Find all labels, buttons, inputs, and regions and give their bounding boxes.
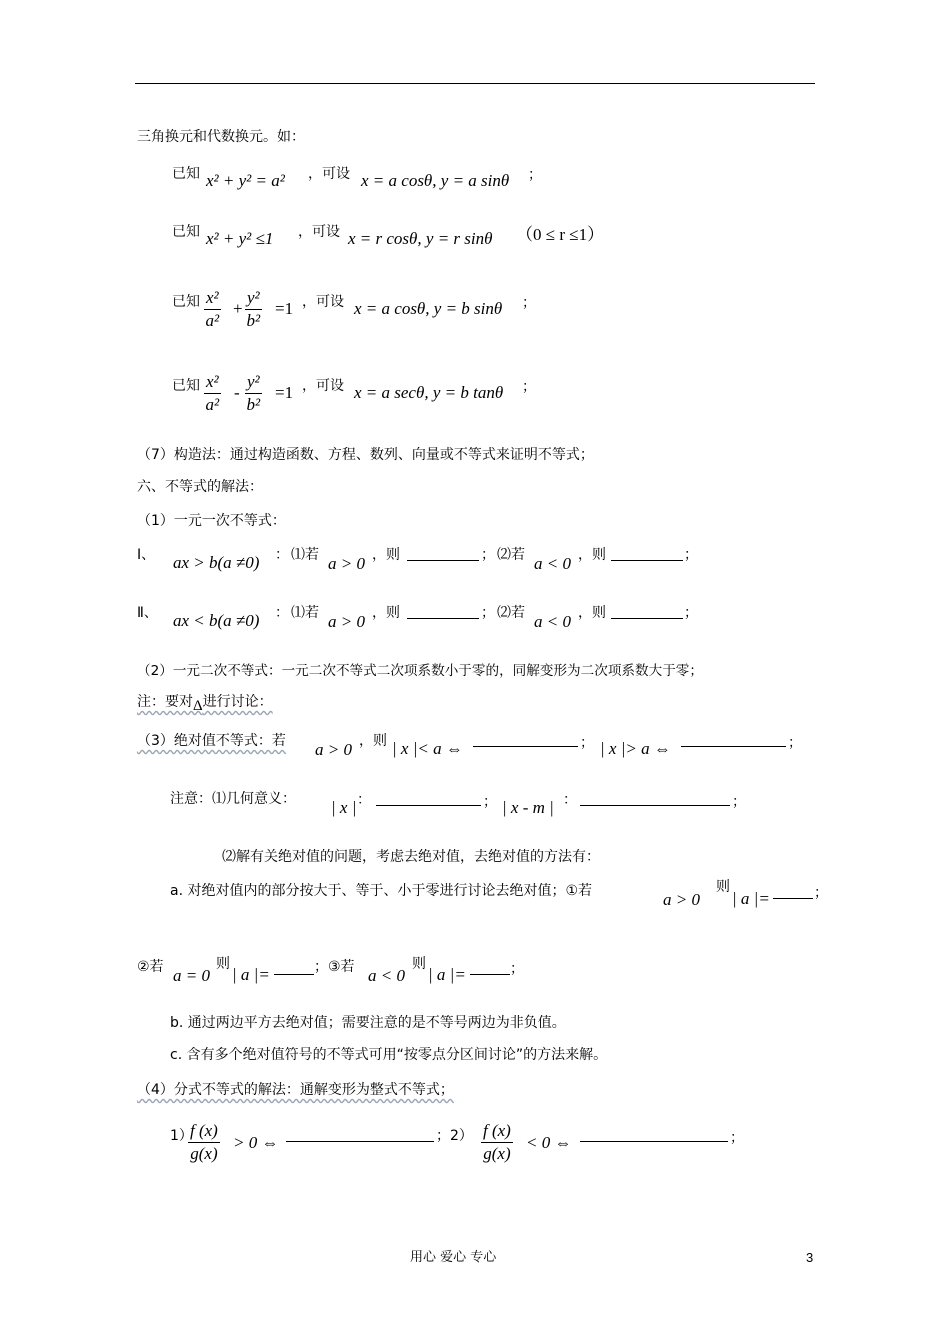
method-b: b. 通过两边平方去绝对值；需要注意的是不等号两边为非负值。 bbox=[170, 1015, 566, 1031]
case-one: ⑴若 bbox=[291, 547, 319, 563]
greater-than-zero: > 0 ⇔ bbox=[233, 1133, 279, 1152]
semicolon: ； bbox=[510, 961, 524, 977]
answer-blank bbox=[580, 1127, 728, 1146]
then-label: ，则 bbox=[372, 605, 400, 621]
fraction-f-over-g: $\frac{f (x)}{g(x)}$ bbox=[483, 1121, 511, 1163]
item-two: ；2） bbox=[436, 1128, 473, 1144]
known-label: 已知 bbox=[172, 294, 200, 310]
abs-a: | a |= bbox=[732, 889, 770, 908]
answer-blank bbox=[286, 1127, 434, 1146]
then-label: ，则 bbox=[372, 547, 400, 563]
abs-greater: | x |> a ⇔ bbox=[600, 739, 671, 758]
may-set-label: ，可设 bbox=[302, 378, 344, 394]
fraction-y2-b2: $\frac{\text{y²}}{\text{b²}}$ bbox=[246, 288, 261, 330]
semicolon: ； bbox=[732, 794, 746, 810]
method-a: a. 对绝对值内的部分按大于、等于、小于零进行讨论去绝对值；①若 bbox=[170, 883, 593, 899]
answer-blank bbox=[611, 604, 683, 623]
minus-sign: - bbox=[234, 383, 240, 402]
semicolon: ； bbox=[580, 735, 594, 751]
answer-blank bbox=[407, 604, 479, 623]
condition-negative: a < 0 bbox=[534, 612, 571, 631]
semicolon: ； bbox=[522, 379, 536, 395]
known-label: 已知 bbox=[172, 378, 200, 394]
answer-blank bbox=[473, 732, 578, 751]
range-condition: （0 ≤ r ≤1） bbox=[516, 225, 605, 244]
intro-text: 三角换元和代数换元。如： bbox=[137, 129, 305, 145]
semicolon: ； bbox=[483, 794, 497, 810]
inequality-1: ax > b(a ≠0) bbox=[173, 553, 260, 572]
footer-motto: 用心 爱心 专心 bbox=[410, 1250, 497, 1265]
then-label: ，则 bbox=[578, 547, 606, 563]
quadratic-inequality: （2）一元二次不等式：一元二次不等式二次项系数小于零的，同解变形为二次项系数大于零； bbox=[137, 663, 703, 679]
known-label: 已知 bbox=[172, 224, 200, 240]
item-one: 1） bbox=[170, 1128, 193, 1144]
then-label: ，则 bbox=[359, 733, 387, 749]
condition-zero: a = 0 bbox=[173, 966, 210, 985]
semicolon: ； bbox=[522, 295, 536, 311]
plus-sign: + bbox=[233, 299, 243, 318]
absolute-inequality: （3）绝对值不等式：若 bbox=[137, 733, 286, 749]
semicolon: ； bbox=[788, 735, 802, 751]
answer-blank bbox=[274, 960, 314, 979]
fractional-inequality: （4）分式不等式的解法：通解变形为整式不等式； bbox=[137, 1082, 454, 1098]
case-two: ⑵若 bbox=[497, 547, 525, 563]
methods-intro: ⑵解有关绝对值的问题，考虑去绝对值，去绝对值的方法有： bbox=[222, 849, 600, 865]
may-set-label: ，可设 bbox=[298, 224, 340, 240]
colon: ： bbox=[563, 792, 577, 808]
substitution-3: x = a cosθ, y = b sinθ bbox=[354, 299, 503, 318]
inequality-2: ax < b(a ≠0) bbox=[173, 611, 260, 630]
answer-blank bbox=[580, 791, 730, 810]
subheading-linear: （1）一元一次不等式： bbox=[137, 513, 286, 529]
then-label: 则 bbox=[412, 956, 426, 972]
semicolon: ； bbox=[528, 167, 542, 183]
condition-negative: a < 0 bbox=[534, 554, 571, 573]
equation-disk: x² + y² ≤1 bbox=[206, 229, 274, 248]
substitution-4: x = a secθ, y = b tanθ bbox=[354, 383, 504, 402]
note-delta: 注：要对Δ进行讨论： bbox=[137, 694, 273, 714]
abs-a: | a |= bbox=[232, 965, 270, 984]
less-than-zero: < 0 ⇔ bbox=[526, 1133, 572, 1152]
case-one: ⑴若 bbox=[291, 605, 319, 621]
page-number: 3 bbox=[806, 1250, 814, 1265]
equation-circle: x² + y² = a² bbox=[206, 171, 285, 190]
semicolon: ； bbox=[814, 885, 828, 901]
fraction-x2-a2: $\frac{\text{x²}}{\text{a²}}$ bbox=[205, 288, 220, 330]
roman-two: Ⅱ、 bbox=[137, 605, 158, 621]
answer-blank bbox=[376, 791, 481, 810]
semicolon: ； bbox=[730, 1130, 744, 1146]
semicolon: ； bbox=[684, 547, 698, 563]
condition-positive: a > 0 bbox=[328, 554, 365, 573]
answer-blank bbox=[611, 546, 683, 565]
then-label: ，则 bbox=[578, 605, 606, 621]
semicolon: ； bbox=[481, 605, 495, 621]
may-set-label: ，可设 bbox=[308, 166, 350, 182]
answer-blank bbox=[470, 960, 510, 979]
condition-positive: a > 0 bbox=[328, 612, 365, 631]
colon: ： bbox=[357, 792, 371, 808]
semicolon: ； bbox=[684, 605, 698, 621]
equals-one: =1 bbox=[275, 383, 294, 402]
abs-x-minus-m: | x - m | bbox=[502, 798, 554, 817]
fraction-y2-b2: $\frac{\text{y²}}{\text{b²}}$ bbox=[246, 372, 261, 414]
known-label: 已知 bbox=[172, 166, 200, 182]
then-label: 则 bbox=[716, 879, 730, 895]
equals-one: =1 bbox=[275, 299, 294, 318]
case-two: ⑵若 bbox=[497, 605, 525, 621]
delta-symbol: Δ bbox=[193, 698, 203, 714]
may-set-label: ，可设 bbox=[302, 294, 344, 310]
header-rule bbox=[135, 83, 815, 84]
condition-negative: a < 0 bbox=[368, 966, 405, 985]
semicolon: ； bbox=[481, 547, 495, 563]
fraction-f-over-g: $\frac{f (x)}{g(x)}$ bbox=[190, 1121, 218, 1163]
colon: ： bbox=[275, 605, 289, 621]
then-label: 则 bbox=[216, 956, 230, 972]
method-c: c. 含有多个绝对值符号的不等式可用“按零点分区间讨论”的方法来解。 bbox=[170, 1047, 608, 1063]
abs-less: | x |< a ⇔ bbox=[392, 739, 463, 758]
answer-blank bbox=[681, 732, 786, 751]
answer-blank bbox=[773, 884, 813, 903]
case-two-zero: ②若 bbox=[137, 959, 164, 975]
condition-positive: a > 0 bbox=[315, 740, 352, 759]
case-three: ；③若 bbox=[314, 959, 355, 975]
construction-method: （7）构造法：通过构造函数、方程、数列、向量或不等式来证明不等式； bbox=[137, 447, 594, 463]
condition-positive: a > 0 bbox=[663, 890, 700, 909]
substitution-2: x = r cosθ, y = r sinθ bbox=[348, 229, 493, 248]
section-heading: 六、不等式的解法： bbox=[137, 479, 263, 495]
abs-x: | x | bbox=[331, 798, 357, 817]
abs-a: | a |= bbox=[428, 965, 466, 984]
answer-blank bbox=[407, 546, 479, 565]
fraction-x2-a2: $\frac{\text{x²}}{\text{a²}}$ bbox=[205, 372, 220, 414]
colon: ： bbox=[275, 547, 289, 563]
roman-one: Ⅰ、 bbox=[137, 547, 156, 563]
substitution-1: x = a cosθ, y = a sinθ bbox=[361, 171, 510, 190]
geometric-meaning: 注意：⑴几何意义： bbox=[170, 791, 296, 807]
